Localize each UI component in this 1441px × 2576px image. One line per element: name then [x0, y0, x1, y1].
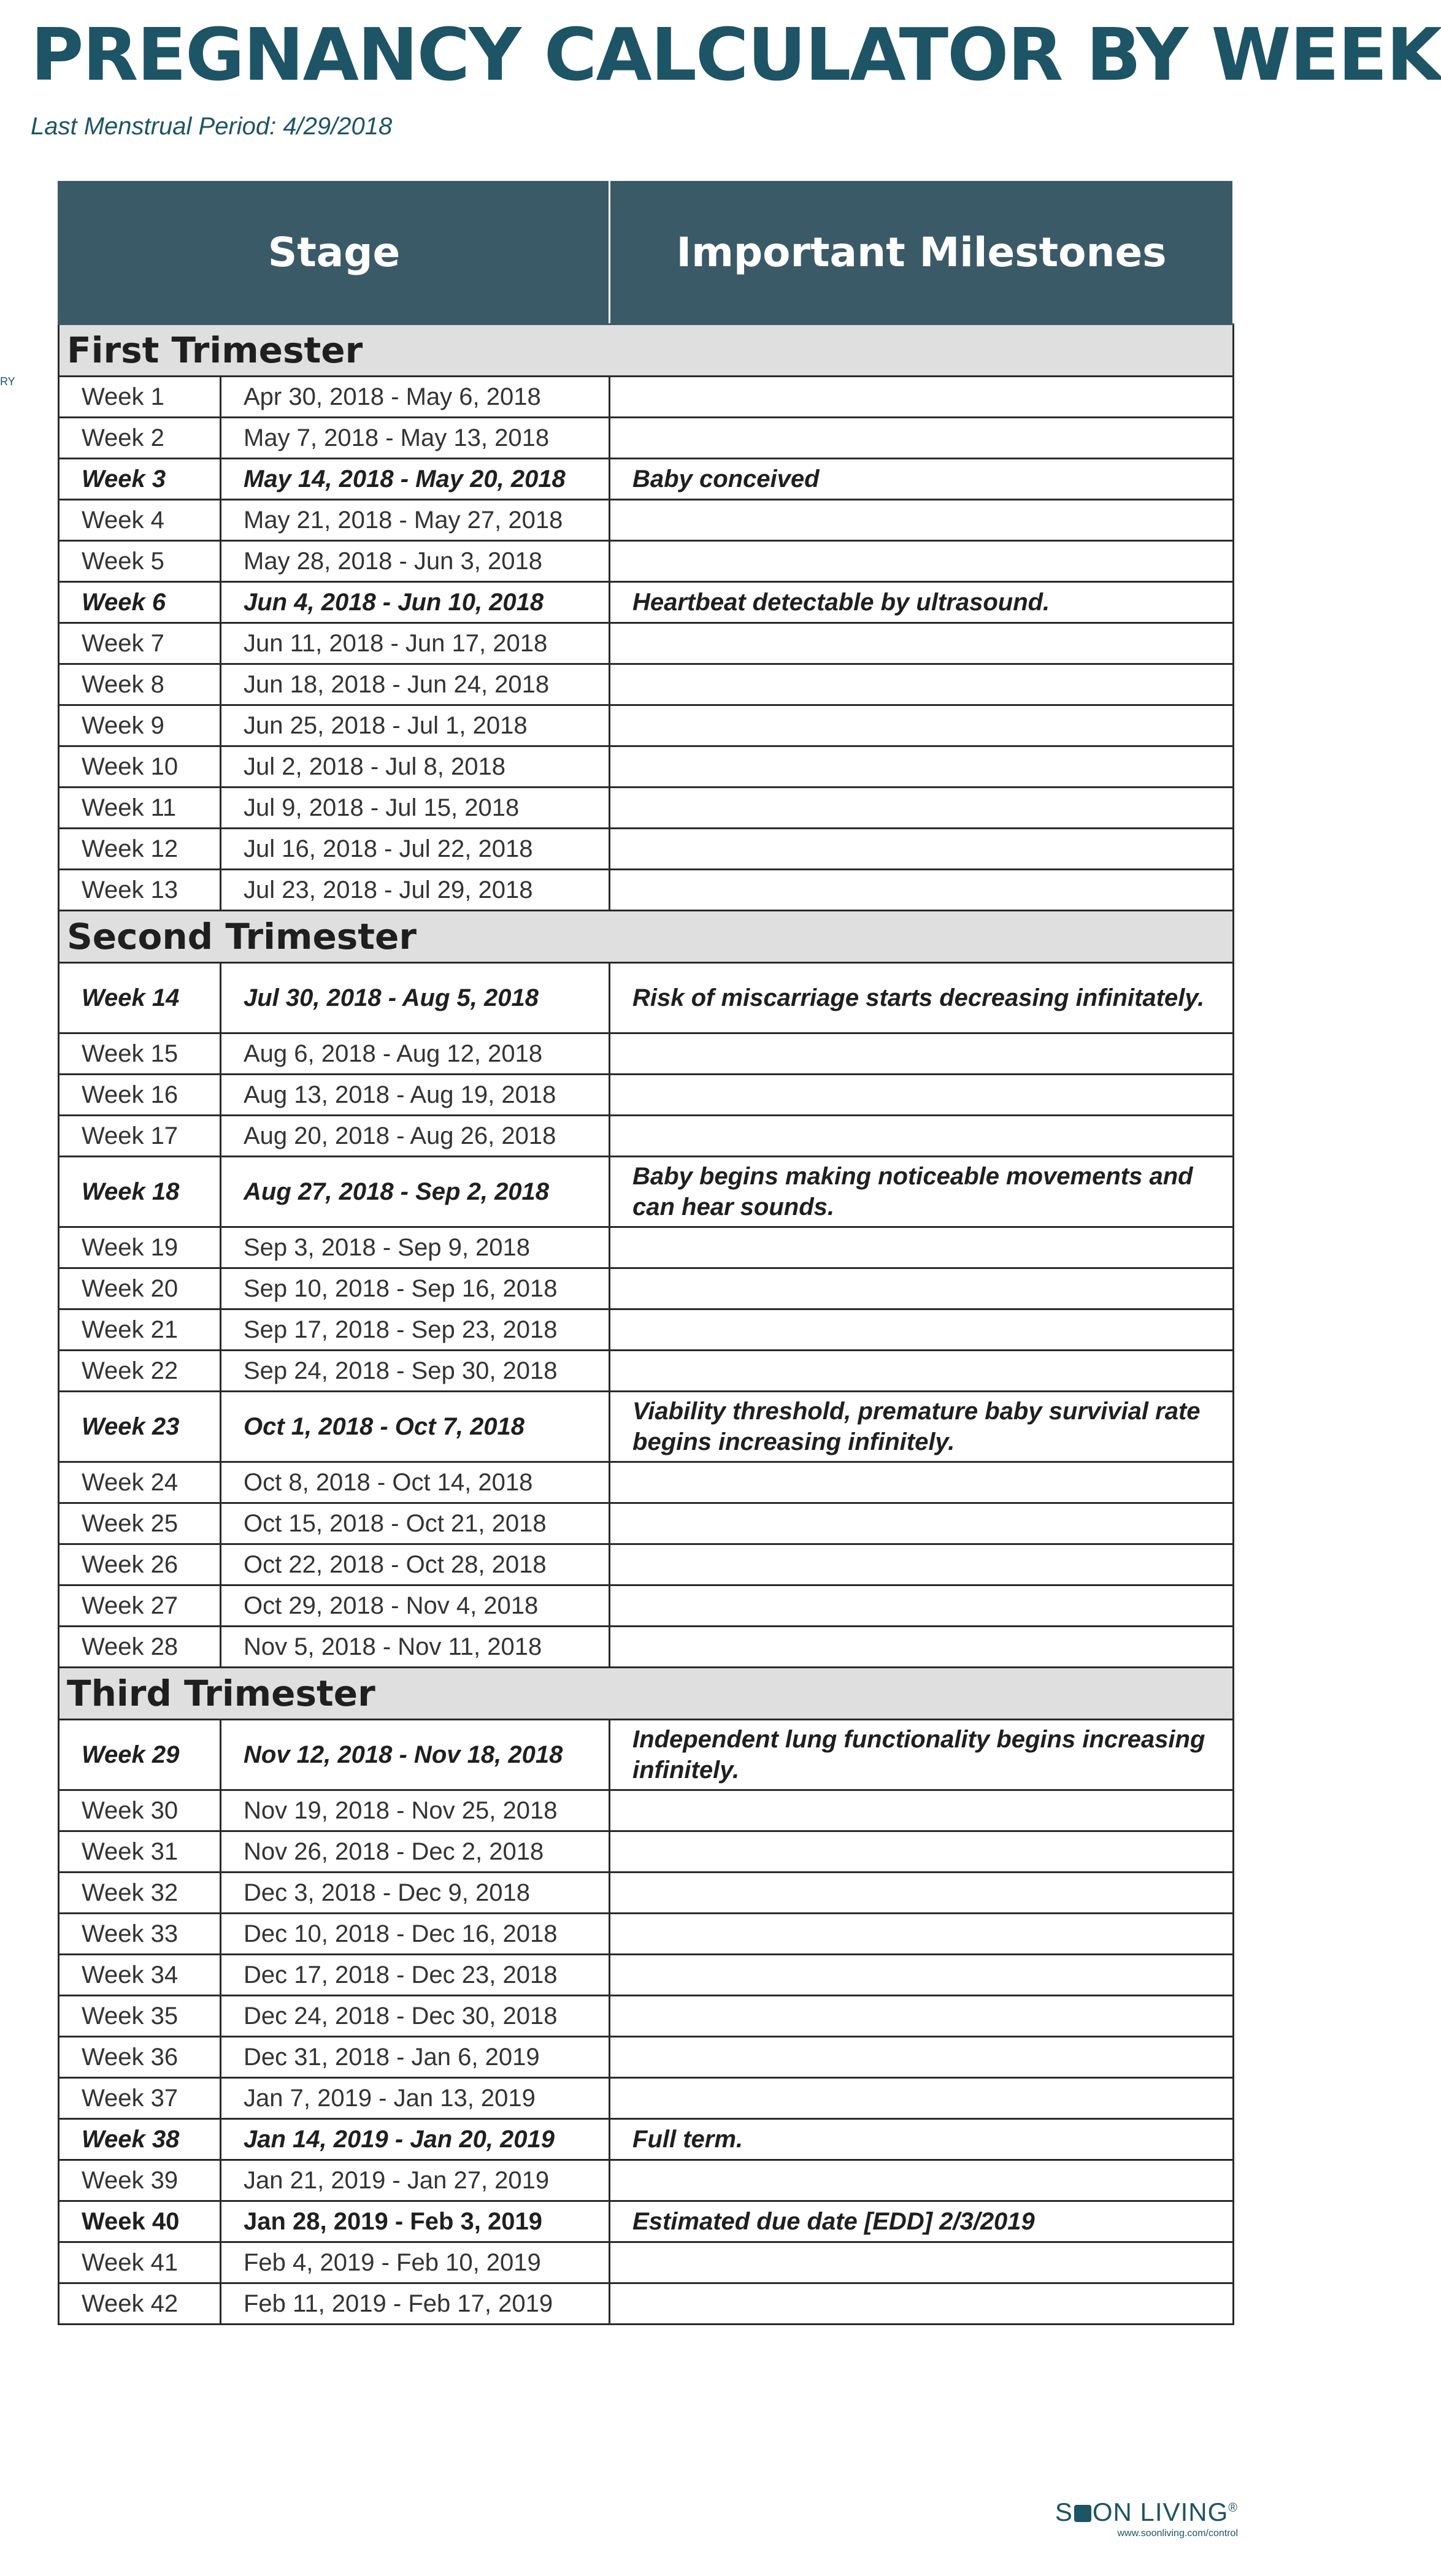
dates-cell: Aug 20, 2018 - Aug 26, 2018: [221, 1116, 610, 1157]
week-cell: Week 35: [59, 1996, 221, 2037]
table-row: [59, 1309, 1234, 1351]
week-cell: Week 33: [59, 1914, 221, 1955]
table-row: [59, 1585, 1234, 1627]
week-cell: Week 15: [59, 1033, 221, 1075]
dates-cell: Jun 11, 2018 - Jun 17, 2018: [221, 623, 610, 664]
milestone-cell: Risk of miscarriage starts decreasing infinitately.: [610, 963, 1234, 1033]
brand-logo: [1055, 2497, 1238, 2539]
week-cell: Week 27: [59, 1585, 221, 1627]
dates-cell: Dec 31, 2018 - Jan 6, 2019: [221, 2037, 610, 2078]
milestone-cell: [610, 1955, 1234, 1996]
trimester-label: First Trimester: [59, 324, 1234, 377]
milestone-cell: [610, 1503, 1234, 1544]
trimester-label: Third Trimester: [59, 1668, 1234, 1720]
table-row: [59, 1544, 1234, 1585]
milestone-cell: Full term.: [610, 2119, 1234, 2160]
week-cell: Week 22: [59, 1351, 221, 1392]
week-cell: Week 3: [59, 459, 221, 500]
side-mark: RY: [0, 375, 15, 388]
dates-cell: Jan 7, 2019 - Jan 13, 2019: [221, 2078, 610, 2119]
week-cell: Week 13: [59, 870, 221, 911]
table-row: [59, 2119, 1234, 2160]
trimester-row: [59, 324, 1234, 377]
table-row: [59, 1831, 1234, 1873]
dates-cell: Oct 29, 2018 - Nov 4, 2018: [221, 1585, 610, 1627]
milestone-cell: [610, 788, 1234, 829]
dates-cell: Feb 4, 2019 - Feb 10, 2019: [221, 2242, 610, 2283]
milestone-cell: [610, 2283, 1234, 2325]
table-body: [59, 324, 1234, 2325]
logo-circle-icon: [1074, 2505, 1091, 2522]
table-row: [59, 1351, 1234, 1392]
table-row: [59, 1720, 1234, 1790]
milestone-cell: [610, 1790, 1234, 1831]
dates-cell: Jun 18, 2018 - Jun 24, 2018: [221, 664, 610, 705]
milestone-cell: [610, 418, 1234, 459]
dates-cell: Jan 21, 2019 - Jan 27, 2019: [221, 2160, 610, 2201]
table-row: [59, 1392, 1234, 1462]
week-cell: Week 34: [59, 1955, 221, 1996]
milestone-cell: [610, 1033, 1234, 1075]
milestone-cell: [610, 1585, 1234, 1627]
milestone-cell: [610, 1873, 1234, 1914]
milestone-cell: [610, 2078, 1234, 2119]
table-row: [59, 1462, 1234, 1503]
dates-cell: Sep 24, 2018 - Sep 30, 2018: [221, 1351, 610, 1392]
week-cell: Week 42: [59, 2283, 221, 2325]
week-cell: Week 39: [59, 2160, 221, 2201]
table-row: [59, 788, 1234, 829]
dates-cell: Jan 14, 2019 - Jan 20, 2019: [221, 2119, 610, 2160]
header-milestones: Important Milestones: [610, 180, 1234, 324]
week-cell: Week 28: [59, 1627, 221, 1668]
dates-cell: Dec 10, 2018 - Dec 16, 2018: [221, 1914, 610, 1955]
milestone-cell: [610, 1996, 1234, 2037]
table-row: [59, 2078, 1234, 2119]
table-row: [59, 1157, 1234, 1227]
milestone-cell: [610, 829, 1234, 870]
milestone-cell: [610, 623, 1234, 664]
week-cell: Week 25: [59, 1503, 221, 1544]
dates-cell: Sep 3, 2018 - Sep 9, 2018: [221, 1227, 610, 1268]
milestone-cell: [610, 1075, 1234, 1116]
table-row: [59, 1914, 1234, 1955]
week-cell: Week 9: [59, 705, 221, 746]
table-row: [59, 1873, 1234, 1914]
week-cell: Week 38: [59, 2119, 221, 2160]
page-title: PREGNANCY CALCULATOR BY WEEK: [31, 12, 1441, 97]
dates-cell: May 21, 2018 - May 27, 2018: [221, 500, 610, 541]
table-row: [59, 664, 1234, 705]
trimester-row: [59, 1668, 1234, 1720]
trimester-label: Second Trimester: [59, 911, 1234, 963]
table-row: [59, 1503, 1234, 1544]
table-row: [59, 2283, 1234, 2325]
milestone-cell: Estimated due date [EDD] 2/3/2019: [610, 2201, 1234, 2242]
dates-cell: Nov 12, 2018 - Nov 18, 2018: [221, 1720, 610, 1790]
week-cell: Week 18: [59, 1157, 221, 1227]
trimester-row: [59, 911, 1234, 963]
table-row: [59, 1075, 1234, 1116]
milestone-cell: [610, 1627, 1234, 1668]
table-row: [59, 829, 1234, 870]
milestone-cell: [610, 1351, 1234, 1392]
dates-cell: Apr 30, 2018 - May 6, 2018: [221, 377, 610, 418]
milestone-cell: [610, 377, 1234, 418]
week-cell: Week 4: [59, 500, 221, 541]
table-row: [59, 870, 1234, 911]
dates-cell: Jul 2, 2018 - Jul 8, 2018: [221, 746, 610, 788]
week-cell: Week 14: [59, 963, 221, 1033]
table-row: [59, 1996, 1234, 2037]
dates-cell: Jul 30, 2018 - Aug 5, 2018: [221, 963, 610, 1033]
week-cell: Week 40: [59, 2201, 221, 2242]
milestone-cell: [610, 1544, 1234, 1585]
dates-cell: May 14, 2018 - May 20, 2018: [221, 459, 610, 500]
dates-cell: Dec 24, 2018 - Dec 30, 2018: [221, 1996, 610, 2037]
week-cell: Week 20: [59, 1268, 221, 1309]
dates-cell: Jul 16, 2018 - Jul 22, 2018: [221, 829, 610, 870]
milestone-cell: [610, 1462, 1234, 1503]
dates-cell: May 28, 2018 - Jun 3, 2018: [221, 541, 610, 582]
milestone-cell: Viability threshold, premature baby survivial rate begins increasing infinitely.: [610, 1392, 1234, 1462]
table-row: [59, 1955, 1234, 1996]
week-cell: Week 24: [59, 1462, 221, 1503]
milestone-cell: [610, 1831, 1234, 1873]
table-row: [59, 582, 1234, 623]
milestone-cell: [610, 541, 1234, 582]
table-row: [59, 705, 1234, 746]
week-cell: Week 37: [59, 2078, 221, 2119]
milestone-cell: [610, 2037, 1234, 2078]
table-row: [59, 500, 1234, 541]
milestone-cell: [610, 1227, 1234, 1268]
dates-cell: Nov 26, 2018 - Dec 2, 2018: [221, 1831, 610, 1873]
dates-cell: Jul 23, 2018 - Jul 29, 2018: [221, 870, 610, 911]
milestone-cell: [610, 746, 1234, 788]
week-cell: Week 19: [59, 1227, 221, 1268]
week-cell: Week 21: [59, 1309, 221, 1351]
last-menstrual-period: Last Menstrual Period: 4/29/2018: [31, 113, 393, 140]
week-cell: Week 36: [59, 2037, 221, 2078]
table-row: [59, 2160, 1234, 2201]
milestone-cell: [610, 1309, 1234, 1351]
milestone-cell: [610, 500, 1234, 541]
table-row: [59, 1227, 1234, 1268]
table-row: [59, 2201, 1234, 2242]
table-row: [59, 541, 1234, 582]
dates-cell: Nov 5, 2018 - Nov 11, 2018: [221, 1627, 610, 1668]
milestone-cell: [610, 1914, 1234, 1955]
registered-mark: ®: [1228, 2501, 1238, 2515]
dates-cell: Nov 19, 2018 - Nov 25, 2018: [221, 1790, 610, 1831]
week-cell: Week 2: [59, 418, 221, 459]
header-stage: Stage: [59, 180, 610, 324]
week-cell: Week 6: [59, 582, 221, 623]
dates-cell: Aug 13, 2018 - Aug 19, 2018: [221, 1075, 610, 1116]
table-row: [59, 963, 1234, 1033]
milestone-cell: Heartbeat detectable by ultrasound.: [610, 582, 1234, 623]
dates-cell: Sep 17, 2018 - Sep 23, 2018: [221, 1309, 610, 1351]
week-cell: Week 10: [59, 746, 221, 788]
week-cell: Week 5: [59, 541, 221, 582]
dates-cell: Aug 27, 2018 - Sep 2, 2018: [221, 1157, 610, 1227]
logo-name-left: S: [1055, 2497, 1073, 2526]
week-cell: Week 41: [59, 2242, 221, 2283]
milestone-cell: [610, 2160, 1234, 2201]
table-row: [59, 377, 1234, 418]
week-cell: Week 1: [59, 377, 221, 418]
milestone-cell: Baby conceived: [610, 459, 1234, 500]
table-row: [59, 1116, 1234, 1157]
milestone-cell: [610, 870, 1234, 911]
dates-cell: Jun 25, 2018 - Jul 1, 2018: [221, 705, 610, 746]
week-cell: Week 23: [59, 1392, 221, 1462]
milestone-cell: [610, 1268, 1234, 1309]
week-cell: Week 17: [59, 1116, 221, 1157]
dates-cell: Dec 3, 2018 - Dec 9, 2018: [221, 1873, 610, 1914]
table-row: [59, 1268, 1234, 1309]
table-row: [59, 1627, 1234, 1668]
dates-cell: Oct 22, 2018 - Oct 28, 2018: [221, 1544, 610, 1585]
week-cell: Week 29: [59, 1720, 221, 1790]
week-cell: Week 31: [59, 1831, 221, 1873]
dates-cell: Oct 8, 2018 - Oct 14, 2018: [221, 1462, 610, 1503]
pregnancy-table: [58, 179, 1234, 2325]
table-row: [59, 459, 1234, 500]
week-cell: Week 30: [59, 1790, 221, 1831]
dates-cell: Oct 1, 2018 - Oct 7, 2018: [221, 1392, 610, 1462]
dates-cell: Oct 15, 2018 - Oct 21, 2018: [221, 1503, 610, 1544]
dates-cell: Aug 6, 2018 - Aug 12, 2018: [221, 1033, 610, 1075]
week-cell: Week 16: [59, 1075, 221, 1116]
table-header-row: [59, 180, 1234, 324]
week-cell: Week 7: [59, 623, 221, 664]
milestone-cell: Independent lung functionality begins increasing infinitely.: [610, 1720, 1234, 1790]
week-cell: Week 26: [59, 1544, 221, 1585]
week-cell: Week 11: [59, 788, 221, 829]
dates-cell: Jan 28, 2019 - Feb 3, 2019: [221, 2201, 610, 2242]
table-row: [59, 2242, 1234, 2283]
logo-name-right: ON LIVING: [1092, 2497, 1229, 2526]
dates-cell: May 7, 2018 - May 13, 2018: [221, 418, 610, 459]
table-row: [59, 2037, 1234, 2078]
logo-url: www.soonliving.com/control: [1117, 2528, 1238, 2539]
dates-cell: Feb 11, 2019 - Feb 17, 2019: [221, 2283, 610, 2325]
table-row: [59, 746, 1234, 788]
table-row: [59, 418, 1234, 459]
milestone-cell: Baby begins making noticeable movements and can hear sounds.: [610, 1157, 1234, 1227]
dates-cell: Jul 9, 2018 - Jul 15, 2018: [221, 788, 610, 829]
table-row: [59, 1790, 1234, 1831]
week-cell: Week 12: [59, 829, 221, 870]
week-cell: Week 8: [59, 664, 221, 705]
milestone-cell: [610, 2242, 1234, 2283]
dates-cell: Jun 4, 2018 - Jun 10, 2018: [221, 582, 610, 623]
table-row: [59, 623, 1234, 664]
dates-cell: Sep 10, 2018 - Sep 16, 2018: [221, 1268, 610, 1309]
milestone-cell: [610, 705, 1234, 746]
table-row: [59, 1033, 1234, 1075]
milestone-cell: [610, 664, 1234, 705]
milestone-cell: [610, 1116, 1234, 1157]
dates-cell: Dec 17, 2018 - Dec 23, 2018: [221, 1955, 610, 1996]
week-cell: Week 32: [59, 1873, 221, 1914]
